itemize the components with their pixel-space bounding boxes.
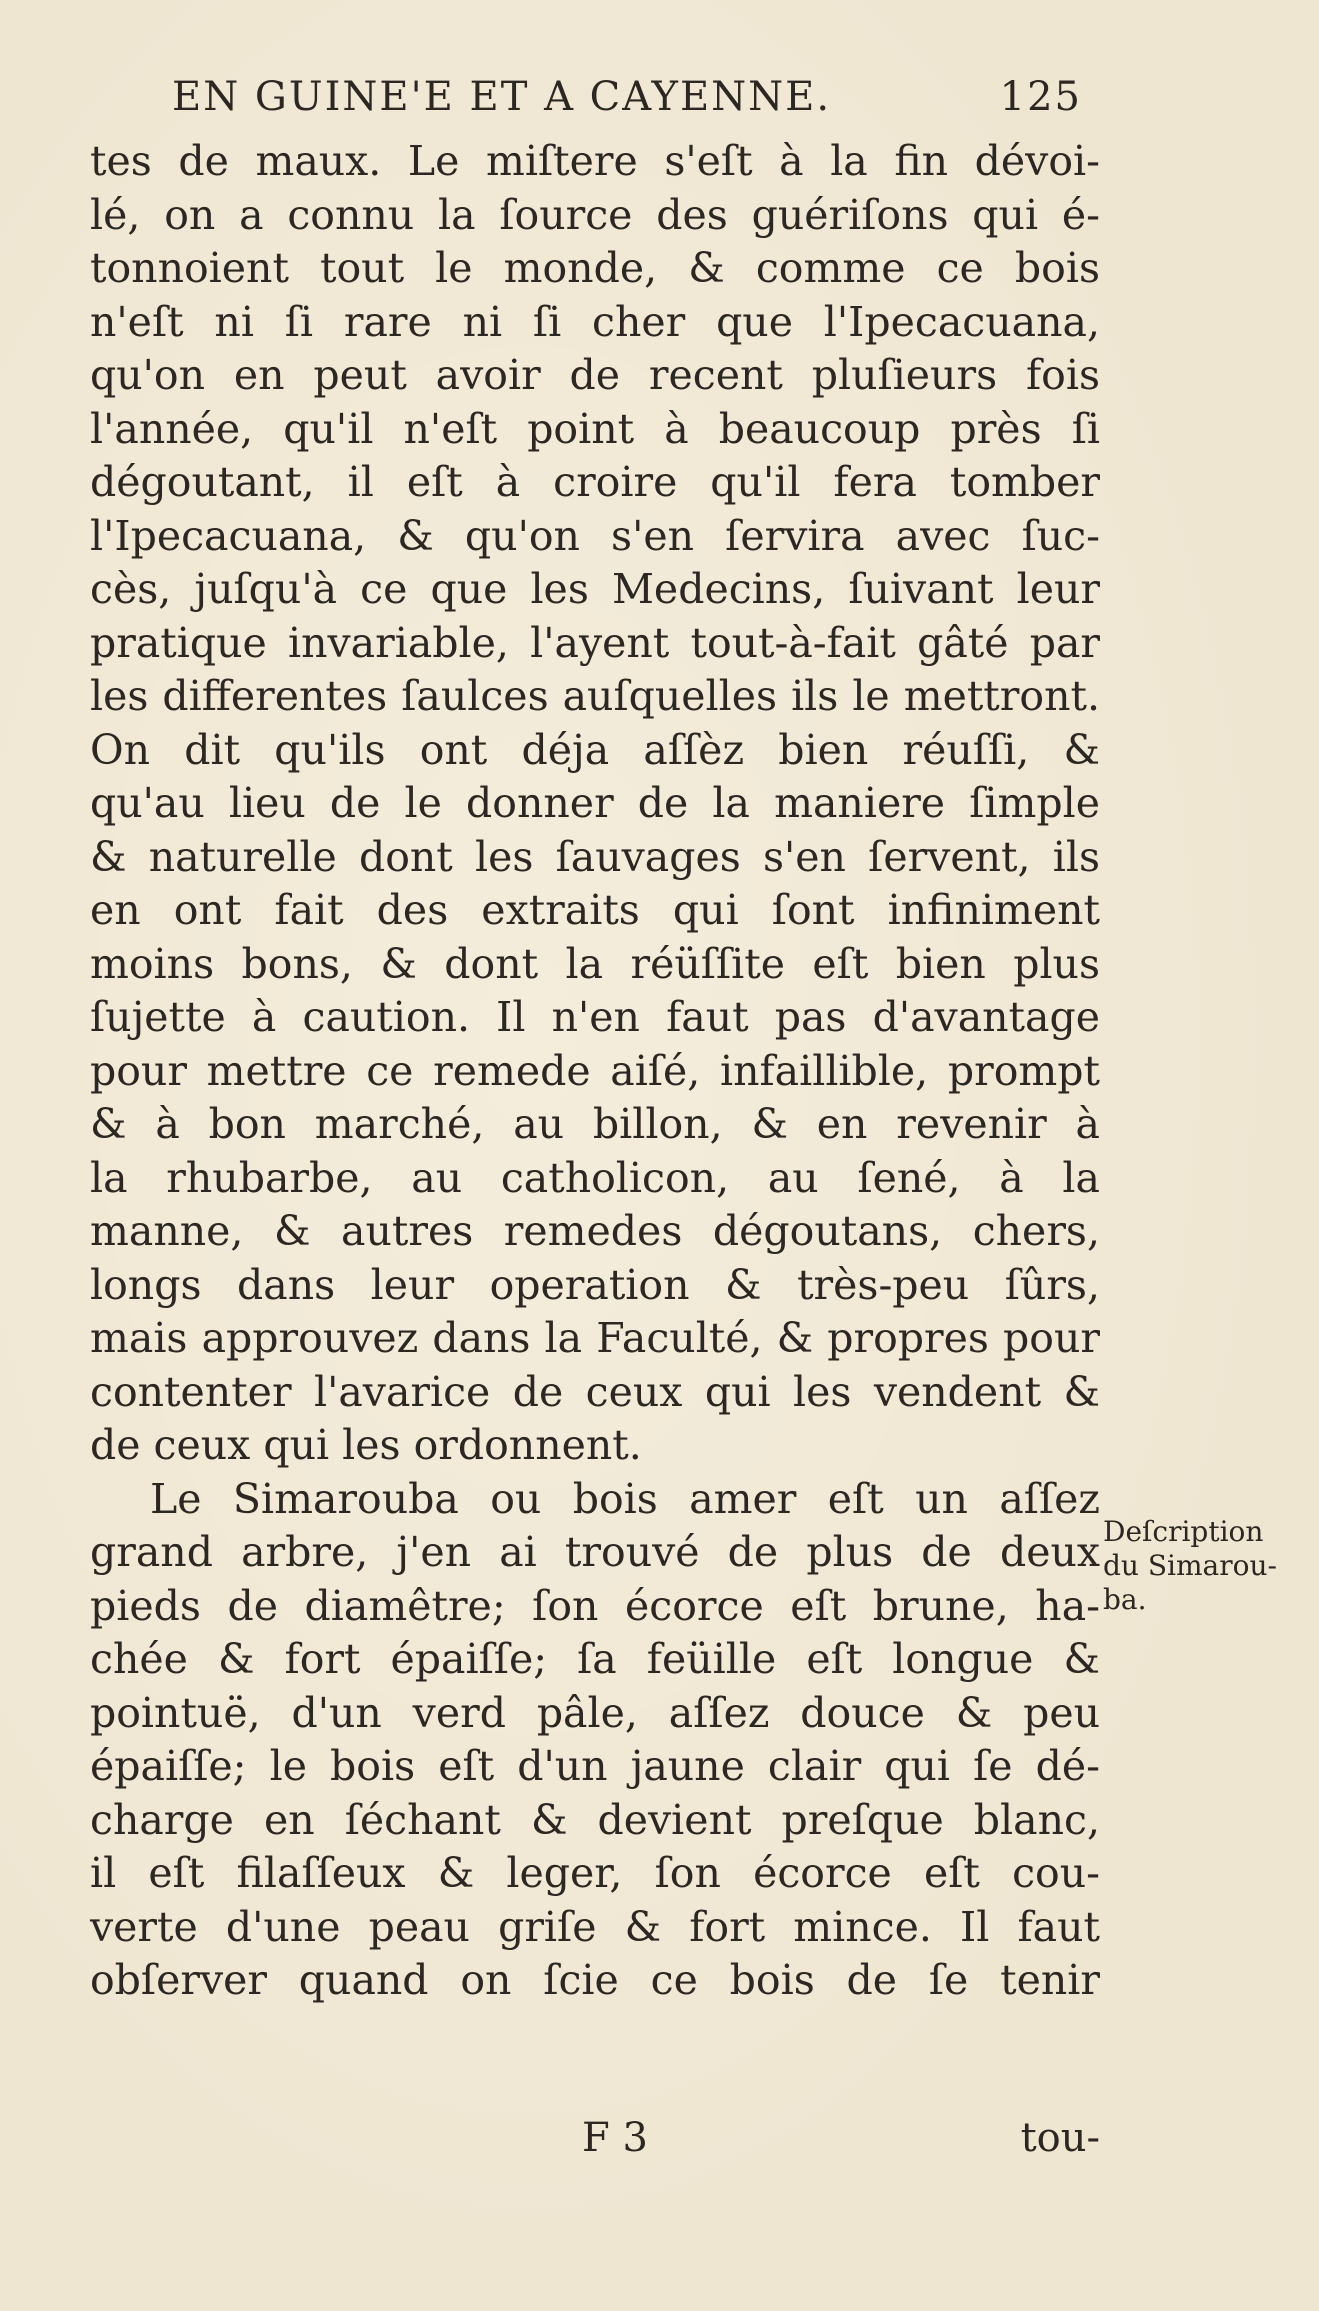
text-line: manne, & autres remedes dégoutans, chers, [90, 1207, 1100, 1255]
text-line: lé, on a connu la ſource des guériſons qui é- [90, 190, 1100, 239]
text-line: épaiſſe; le bois eſt d'un jaune clair qui ſe dé- [90, 1742, 1100, 1790]
text-line: charge en ſéchant & devient preſque blanc, [90, 1795, 1100, 1844]
running-head: EN GUINE'E ET A CAYENNE. [172, 74, 832, 120]
text-line: & à bon marché, au billon, & en revenir à [90, 1100, 1100, 1148]
text-line: verte d'une peau griſe & fort mince. Il faut [90, 1902, 1100, 1951]
text-line: pointuë, d'un verd pâle, aſſez douce & peu [90, 1688, 1100, 1737]
text-line: obſerver quand on ſcie ce bois de ſe tenir [90, 1956, 1100, 2004]
text-line: qu'on en peut avoir de recent pluſieurs fois [90, 351, 1100, 399]
text-line: Le Simarouba ou bois amer eſt un aſſez [150, 1474, 1100, 1523]
text-line: moins bons, & dont la réüſſite eſt bien plus [90, 939, 1100, 988]
text-line: tonnoient tout le monde, & comme ce bois [90, 244, 1100, 292]
margin-note-line: ba. [1103, 1583, 1147, 1616]
text-line: n'eſt ni ſi rare ni ſi cher que l'Ipecacuana, [90, 297, 1100, 346]
page-number: 125 [999, 74, 1082, 120]
text-line: mais approuvez dans la Faculté, & propres pour [90, 1314, 1100, 1362]
signature-mark: F 3 [582, 2115, 648, 2161]
text-line: l'année, qu'il n'eſt point à beaucoup près ſi [90, 404, 1100, 453]
text-line: pour mettre ce remede aiſé, infaillible, prompt [90, 1046, 1100, 1095]
page-footer [90, 2108, 1100, 2168]
text-line: la rhubarbe, au catholicon, au ſené, à la [90, 1153, 1100, 1202]
text-line: cès, juſqu'à ce que les Medecins, ſuivant leur [90, 565, 1100, 613]
text-line: dégoutant, il eſt à croire qu'il fera tomber [90, 458, 1100, 506]
text-line: de ceux qui les ordonnent. [90, 1421, 642, 1469]
text-line: pratique invariable, l'ayent tout-à-fait gâté par [90, 618, 1100, 667]
text-line: qu'au lieu de le donner de la maniere ſimple [90, 779, 1100, 827]
text-line: en ont fait des extraits qui ſont infiniment [90, 886, 1100, 934]
text-line: longs dans leur operation & très-peu ſûrs, [90, 1260, 1100, 1309]
text-line: chée & fort épaiſſe; ſa feüille eſt longue & [90, 1635, 1100, 1683]
text-line: les differentes ſaulces auſquelles ils le mettront. [90, 672, 1100, 720]
text-line: ſujette à caution. Il n'en faut pas d'avantage [90, 993, 1100, 1041]
text-line: On dit qu'ils ont déja aſſèz bien réuſſi, & [90, 725, 1100, 774]
margin-note [1103, 1515, 1303, 1617]
text-line: & naturelle dont les ſauvages s'en ſervent, ils [90, 832, 1100, 881]
text-line: pieds de diamêtre; ſon écorce eſt brune, ha- [90, 1581, 1100, 1630]
text-line: contenter l'avarice de ceux qui les vendent & [90, 1367, 1100, 1416]
text-line: tes de maux. Le miſtere s'eſt à la fin dévoi- [90, 137, 1100, 185]
body-text [90, 135, 1100, 2008]
margin-note-line: Deſcription [1103, 1515, 1264, 1548]
text-line: l'Ipecacuana, & qu'on s'en ſervira avec ſuc- [90, 511, 1100, 560]
text-line: il eſt filaſſeux & leger, ſon écorce eſt cou- [90, 1849, 1100, 1897]
margin-note-line: du Simarou- [1103, 1549, 1277, 1582]
catchword: tou- [1020, 2115, 1100, 2161]
text-line: grand arbre, j'en ai trouvé de plus de deux [90, 1528, 1100, 1576]
page-header [172, 62, 1082, 132]
